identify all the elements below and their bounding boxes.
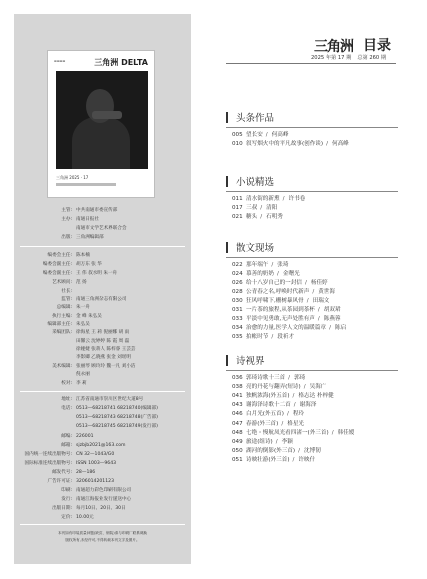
toc-separator: / [275,438,278,445]
section-marker [226,112,228,123]
section-divider [226,127,398,128]
toc-author: 程玲 [292,411,305,418]
section-marker [226,176,228,187]
toc-entry-title: 狂风呼啸下,栅树暴风骨 [246,298,304,304]
masthead-value: 胡万东 张 华 [76,262,102,267]
toc-entry[interactable] [232,385,326,391]
masthead-value: 中共南通市委宣传部 [76,208,118,213]
contact-value: 3206014201123 [76,479,114,484]
cover-thumbnail[interactable] [47,50,155,198]
cover-footer-bar [56,183,116,186]
toc-page-number: 036 [232,375,243,381]
toc-entry[interactable] [232,272,300,278]
toc-separator: / [303,384,306,391]
toc-author: 吴海广 [309,384,327,391]
masthead-label: 总编辑: [56,305,72,310]
contact-value: ISSN 1003—9643 [76,461,117,466]
masthead-value: 朱一舟 [76,305,90,310]
section-divider [226,370,398,371]
toc-entry-title: 郭琦诗歌十三首 [246,375,286,381]
toc-author: 黄世海 [318,289,335,295]
toc-page-number: 031 [232,307,243,313]
toc-page-number: 021 [232,214,243,220]
toc-entry-title: 慕善的奶奶 [246,271,274,277]
toc-author: 段祈才 [277,334,295,340]
masthead-divider [20,524,185,525]
toc-entry[interactable] [232,394,334,400]
toc-page-number: 047 [232,420,243,427]
toc-author: 田瑞文 [312,298,330,304]
contact-value: 28—186 [76,470,96,475]
toc-entry[interactable] [232,317,341,323]
toc-entry-title: 旅途(组诗) [246,438,273,445]
toc-page-number: 033 [232,316,243,322]
toc-separator: / [286,411,289,418]
toc-author: 许映什 [298,456,316,463]
toc-entry[interactable] [232,449,321,455]
toc-entry-title: 公青春之名,呼唤时代新声 [246,289,310,295]
toc-entry-title: 叙写烟火中的平凡故事(创作谈) [246,141,324,147]
masthead-value: 张丽琴 顾玲玲 魏一凡 刘小洁 [76,364,136,369]
toc-page-number: 043 [232,402,243,409]
toc-entry[interactable] [232,335,294,341]
contact-label: 发行: [61,497,72,502]
toc-entry[interactable] [232,403,316,409]
cover-footer: 三角洲 2025 · 17 [56,175,89,180]
toc-entry-title: 给十八岁自己的一封信 [246,280,302,286]
toc-entry[interactable] [232,326,346,332]
cover-logo: 三角洲 DELTA [94,58,148,67]
toc-author: 郭琦 [294,375,306,381]
toc-entry-title: 拍帐时节 [246,334,269,340]
toc-page-number: 028 [232,289,243,295]
toc-entry[interactable] [232,299,329,305]
cover-subtitle: ▬▬▬▬ [54,59,66,63]
toc-entry[interactable] [232,440,293,446]
masthead-value: 徐娅婕 张蒋人 陈梓睿 王芸芸 [76,347,136,352]
toc-separator: / [331,429,334,436]
toc-page-number: 010 [232,141,243,147]
toc-entry-title: 亮的丹花与翻弄(短诗) [246,384,301,391]
contact-value: sjzbjb2021@163.com [76,443,126,448]
toc-author: 杨佳婷 [310,280,328,286]
contact-value: 南通江海报业发行递送中心 [76,497,132,502]
masthead-value: 三角洲编辑部 [76,235,104,240]
masthead-label: 执行主编: [52,314,72,319]
toc-separator: / [317,316,320,322]
masthead-value: 范 扬 [76,280,87,285]
toc-entry[interactable] [232,142,349,148]
toc-page-number: 038 [232,384,243,391]
masthead-value: 倪永丽 [76,372,90,377]
toc-entry[interactable] [232,412,304,418]
contact-value: 10.00元 [76,515,94,520]
masthead-label: 出版: [61,235,72,240]
toc-page-number: 035 [232,334,243,340]
toc-entry[interactable] [232,197,305,203]
toc-page-number: 030 [232,298,243,304]
toc-separator: / [281,420,284,427]
contact-value: 0513—68218741 68218740(编辑部) [76,406,158,411]
masthead-label: 编委会主任: [47,253,72,258]
toc-entry[interactable] [232,431,354,437]
toc-page-number: 005 [232,132,243,138]
masthead-label: 采编团队: [52,330,72,335]
contact-value: 226001 [76,434,94,439]
masthead-value: 田馨云 沈婷婷 陈 霞 周 磊 [76,339,130,344]
issue-total: 总第 260 期 [357,55,387,61]
toc-entry-title: 望长安 [246,132,263,138]
section-divider [226,257,398,258]
notice-line: 版权所有,未经许可,不得转载本刊文字及图片。 [65,538,140,542]
contact-label: 邮发代号: [52,470,72,475]
toc-entry-title: 治愈的力量,医学人文的温暖篇章 [246,325,327,331]
contact-label: 定价: [61,515,72,520]
contact-label: 地址: [61,397,72,402]
toc-separator: / [329,325,331,331]
masthead-value: 王 伟 叔水明 朱一舟 [76,271,118,276]
masthead-value: 朱弘吴 [76,322,90,327]
contact-label: 印刷: [61,488,72,493]
masthead-value: 陈本楠 [76,253,90,258]
toc-separator: / [288,375,291,381]
contact-value: 江苏省南通市崇川区世纪大道8号 [76,397,144,402]
contact-label: 电话: [61,406,72,411]
toc-page-number: 049 [232,438,243,445]
toc-entry[interactable] [232,206,277,212]
brand-logo: 三角洲 [314,39,353,55]
toc-page-number: 046 [232,411,243,418]
toc-entry[interactable] [232,308,341,314]
toc-separator: / [312,289,315,295]
masthead-divider [20,246,185,247]
contact-value: 0513—68218745 68218749(发行部) [76,424,158,429]
toc-separator: / [260,205,263,211]
toc-author: 格志达 朴梓健 [298,393,334,400]
section-divider [226,191,398,192]
toc-separator: / [276,271,279,277]
toc-page-number: 034 [232,325,243,331]
contact-label: 邮箱: [61,443,72,448]
section-marker [226,355,228,366]
toc-entry[interactable] [232,215,283,221]
toc-page-number: 026 [232,280,243,286]
masthead-value: 李 莉 [76,381,87,386]
section-title[interactable]: 小说精选 [236,177,275,188]
cover-figure-hand [92,111,122,119]
notice-line: 本刊如有印装质量问题(缺页、倒装)请与印刷厂联系调换 [57,531,148,535]
toc-separator: / [271,334,274,340]
toc-author: 金曙光 [282,271,300,277]
masthead-label: 编委会副主任: [42,271,72,276]
masthead-value: 徐海星 王 莉 倪丽娜 胡 雨 [76,330,130,335]
issue-year: 2025 年第 17 期 [311,55,352,61]
header-divider [226,63,396,64]
masthead-label: 美术编辑: [52,364,72,369]
toc-entry-title: 湖河的倒影(外三首) [246,447,296,454]
toc-separator: / [293,402,296,409]
toc-page-number: 048 [232,429,243,436]
toc-separator: / [317,307,320,313]
section-title[interactable]: 诗视界 [236,356,265,367]
toc-page-number: 050 [232,447,243,454]
toc-entry[interactable] [232,133,288,139]
toc-page-number: 041 [232,393,243,400]
masthead-value: 南通日报社 [76,217,99,222]
toc-separator: / [304,280,307,286]
toc-entry-title: 清水街的新熏 [246,196,280,202]
contact-label: 国际标准连续出版物号: [24,461,72,466]
toc-separator: / [292,456,295,463]
toc-author: 沈博韧 [304,447,321,454]
contact-value: 0513—68218743 68218748(广告部) [76,415,158,420]
toc-entry-title: 平淡中见勇敢,无声处胜有声 [246,316,315,322]
toc-author: 陈启 [334,325,347,331]
masthead-value: 李影卿 乙晓燕 张金 刘瑶明 [76,355,131,360]
masthead-label: 主办: [61,217,72,222]
contact-label: 出版日期: [52,506,72,511]
toc-entry-title: 三叔 [246,205,258,211]
page-title: 目录 [363,38,391,54]
toc-author: 何高峰 [271,132,289,138]
toc-author: 格星光 [287,420,305,427]
masthead-panel [14,14,191,564]
toc-entry[interactable] [232,422,304,428]
toc-separator: / [271,262,274,268]
toc-entry-title: 诗映壮游(外三首) [246,456,290,463]
cover-figure-body [72,117,130,169]
masthead-label: 编委会副主任: [42,262,72,267]
toc-author: 许书卷 [288,196,306,202]
section-title[interactable]: 散文现场 [236,243,275,254]
issue-info [311,54,392,61]
toc-author: 陈燕蓉 [323,316,341,322]
masthead-label: 主管: [61,208,72,213]
section-title[interactable]: 头条作品 [236,113,275,124]
toc-entry-title: 一片茶的旅程,从茶园到茶杯 [246,307,315,313]
toc-entry-title: 白月光(外五首) [246,411,284,418]
masthead-value: 金 峰 朱弘吴 [76,314,102,319]
toc-separator: / [298,447,301,454]
toc-author: 何高峰 [331,141,349,147]
toc-author: 谢海泽 [299,402,317,409]
toc-author: 石明秀 [266,214,283,220]
toc-page-number: 011 [232,196,243,202]
toc-page-number: 051 [232,456,243,463]
toc-entry[interactable] [232,458,315,464]
toc-author: 清阳 [266,205,278,211]
toc-entry-title: 独帆浓海(外五首) [246,393,290,400]
toc-entry-title: 谢海泽诗歌十二首 [246,402,291,409]
masthead-label: 社长: [61,289,72,294]
masthead-value: 南通三角洲杂志有限公司 [76,297,127,302]
toc-entry[interactable] [232,263,288,269]
toc-page-number: 024 [232,271,243,277]
masthead-value: 南通市文学艺术界联合会 [76,226,127,231]
toc-separator: / [260,214,263,220]
toc-entry-title: 春游(外三首) [246,420,279,427]
toc-author: 李颖 [281,438,293,445]
toc-separator: / [306,298,309,304]
toc-separator: / [282,196,285,202]
contact-label: 邮编: [61,434,72,439]
contact-value: CN 32—1043/G0 [76,452,115,457]
toc-author: 胡双珺 [323,307,341,313]
toc-entry-title: 糖头 [246,214,258,220]
masthead-label: 艺术顾问: [52,280,72,285]
contact-value: 每月10日、20日、30日 [76,506,126,511]
toc-entry-title: 七绝・慢航凤光看四渚一(外三首) [246,429,329,436]
contact-label: 国内统一连续出版物号: [24,452,72,457]
toc-author: 韩佳嫒 [337,429,355,436]
section-marker [226,242,228,253]
masthead-label: 监管: [61,297,72,302]
cover-photo [56,71,148,169]
toc-entry[interactable] [232,376,305,382]
masthead-label: 编辑部主任: [47,322,72,327]
masthead-divider [20,391,185,392]
toc-page-number: 017 [232,205,243,211]
toc-separator: / [292,393,295,400]
contact-label: 广告许可证: [47,479,72,484]
toc-entry-title: 那年端午 [246,262,269,268]
toc-separator: / [265,132,268,138]
toc-entry[interactable] [232,281,328,287]
toc-entry[interactable] [232,290,335,296]
toc-page-number: 022 [232,262,243,268]
toc-author: 张琦 [277,262,289,268]
toc-separator: / [326,141,328,147]
contact-value: 南通超力彩色印刷有限公司 [76,488,132,493]
masthead-label: 校对: [61,381,72,386]
